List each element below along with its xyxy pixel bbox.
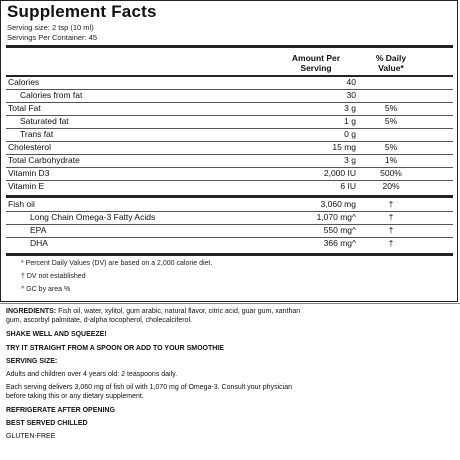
fact-label: EPA [30,225,47,235]
footnote-dagger: † DV not established [21,273,86,280]
serving-size-text: Adults and children over 4 years old: 2 teaspoons daily. [6,371,178,378]
fact-amount: 3,060 mg [320,199,356,209]
fact-label: Vitamin D3 [8,168,50,178]
fact-row-saturated-fat [6,115,453,129]
fact-dv: 5% [384,142,398,152]
panel-bottom-line [0,303,460,304]
best-served-note: BEST SERVED CHILLED [6,420,88,427]
fact-amount: 3 g [344,155,356,165]
fact-dv: † [388,225,394,235]
fact-row-total-fat [6,102,453,116]
fact-row-dha [6,237,453,250]
dv-header [366,53,416,73]
fact-amount: 3 g [344,103,356,113]
fact-dv: † [388,212,394,222]
fact-label: Vitamin E [8,181,45,191]
amount-header [276,53,356,73]
fact-amount: 30 [346,90,356,100]
each-serving-line-1: Each serving delivers 3,060 mg of fish oil with 1,070 mg of Omega-3. Consult your physician [6,384,292,391]
footnote-gc: ^ GC by area % [21,286,71,293]
fact-row-vitamin-d3 [6,167,453,181]
fact-row-fish-oil [6,198,453,212]
fact-dv: 5% [384,116,398,126]
serving-size: Serving size: 2 tsp (10 ml) [7,23,94,32]
fact-row-calories [6,76,453,90]
fact-dv: † [388,199,394,209]
fact-label: Total Fat [8,103,41,113]
servings-per-container: Servings Per Container: 45 [7,33,98,42]
refrigerate-note: REFRIGERATE AFTER OPENING [6,407,115,414]
fact-amount: 1 g [344,116,356,126]
fact-row-epa [6,224,453,238]
serving-size-heading: SERVING SIZE: [6,358,58,365]
fact-row-vitamin-e [6,180,453,193]
fact-label: Long Chain Omega-3 Fatty Acids [30,212,156,222]
ingredients-text: Fish oil, water, xylitol, gum arabic, natural flavor, citric acid, guar gum, xanthan [58,308,301,315]
fact-amount: 15 mg [332,142,356,152]
each-serving-line-2: before taking this or any dietary supplement. [6,393,144,400]
footnote-divider [6,253,453,256]
fact-amount: 366 mg^ [323,238,356,248]
fact-amount: 2,000 IU [323,168,356,178]
fact-row-omega-3 [6,211,453,225]
fact-amount: 6 IU [340,181,356,191]
try-it: TRY IT STRAIGHT FROM A SPOON OR ADD TO YOUR SMOOTHIE [6,345,224,352]
ingredients-line-1 [6,307,300,316]
fact-amount: 1,070 mg^ [316,212,356,222]
fact-label: Calories from fat [20,90,83,100]
fact-dv: 20% [382,181,400,191]
fact-label: Total Carbohydrate [8,155,80,165]
fact-label: Calories [8,77,40,87]
fact-row-cholesterol [6,141,453,155]
fact-amount: 0 g [344,129,356,139]
dv-header-line-2: Value* [378,63,404,73]
fact-amount: 40 [346,77,356,87]
fact-row-total-carbohydrate [6,154,453,168]
dv-header-line-1: % Daily [375,53,407,63]
thick-divider [6,45,453,48]
facts-title: Supplement Facts [7,2,157,21]
fact-dv: 1% [384,155,398,165]
fact-row-calories-from-fat [6,89,453,103]
fact-label: DHA [30,238,48,248]
fact-label: Fish oil [8,199,35,209]
amount-header-line-1: Amount Per [291,53,341,63]
fact-label: Saturated fat [20,116,69,126]
fact-row-trans-fat [6,128,453,142]
fact-label: Cholesterol [8,142,51,152]
ingredients-heading: INGREDIENTS: [6,308,57,315]
gluten-free-note: GLUTEN-FREE [6,433,56,440]
ingredients-line-2: gum, ascorbyl palmitate, d-alpha tocopherol, cholecalciferol. [6,317,192,324]
fact-amount: 550 mg^ [323,225,356,235]
fact-dv: 5% [384,103,398,113]
amount-header-line-2: Serving [300,63,332,73]
fact-label: Trans fat [20,129,54,139]
footnote-dv: * Percent Daily Values (DV) are based on a 2,000 calorie diet. [21,260,213,267]
fact-dv: 500% [380,168,402,178]
fact-dv: † [388,238,394,248]
shake-well: SHAKE WELL AND SQUEEZE! [6,331,107,338]
